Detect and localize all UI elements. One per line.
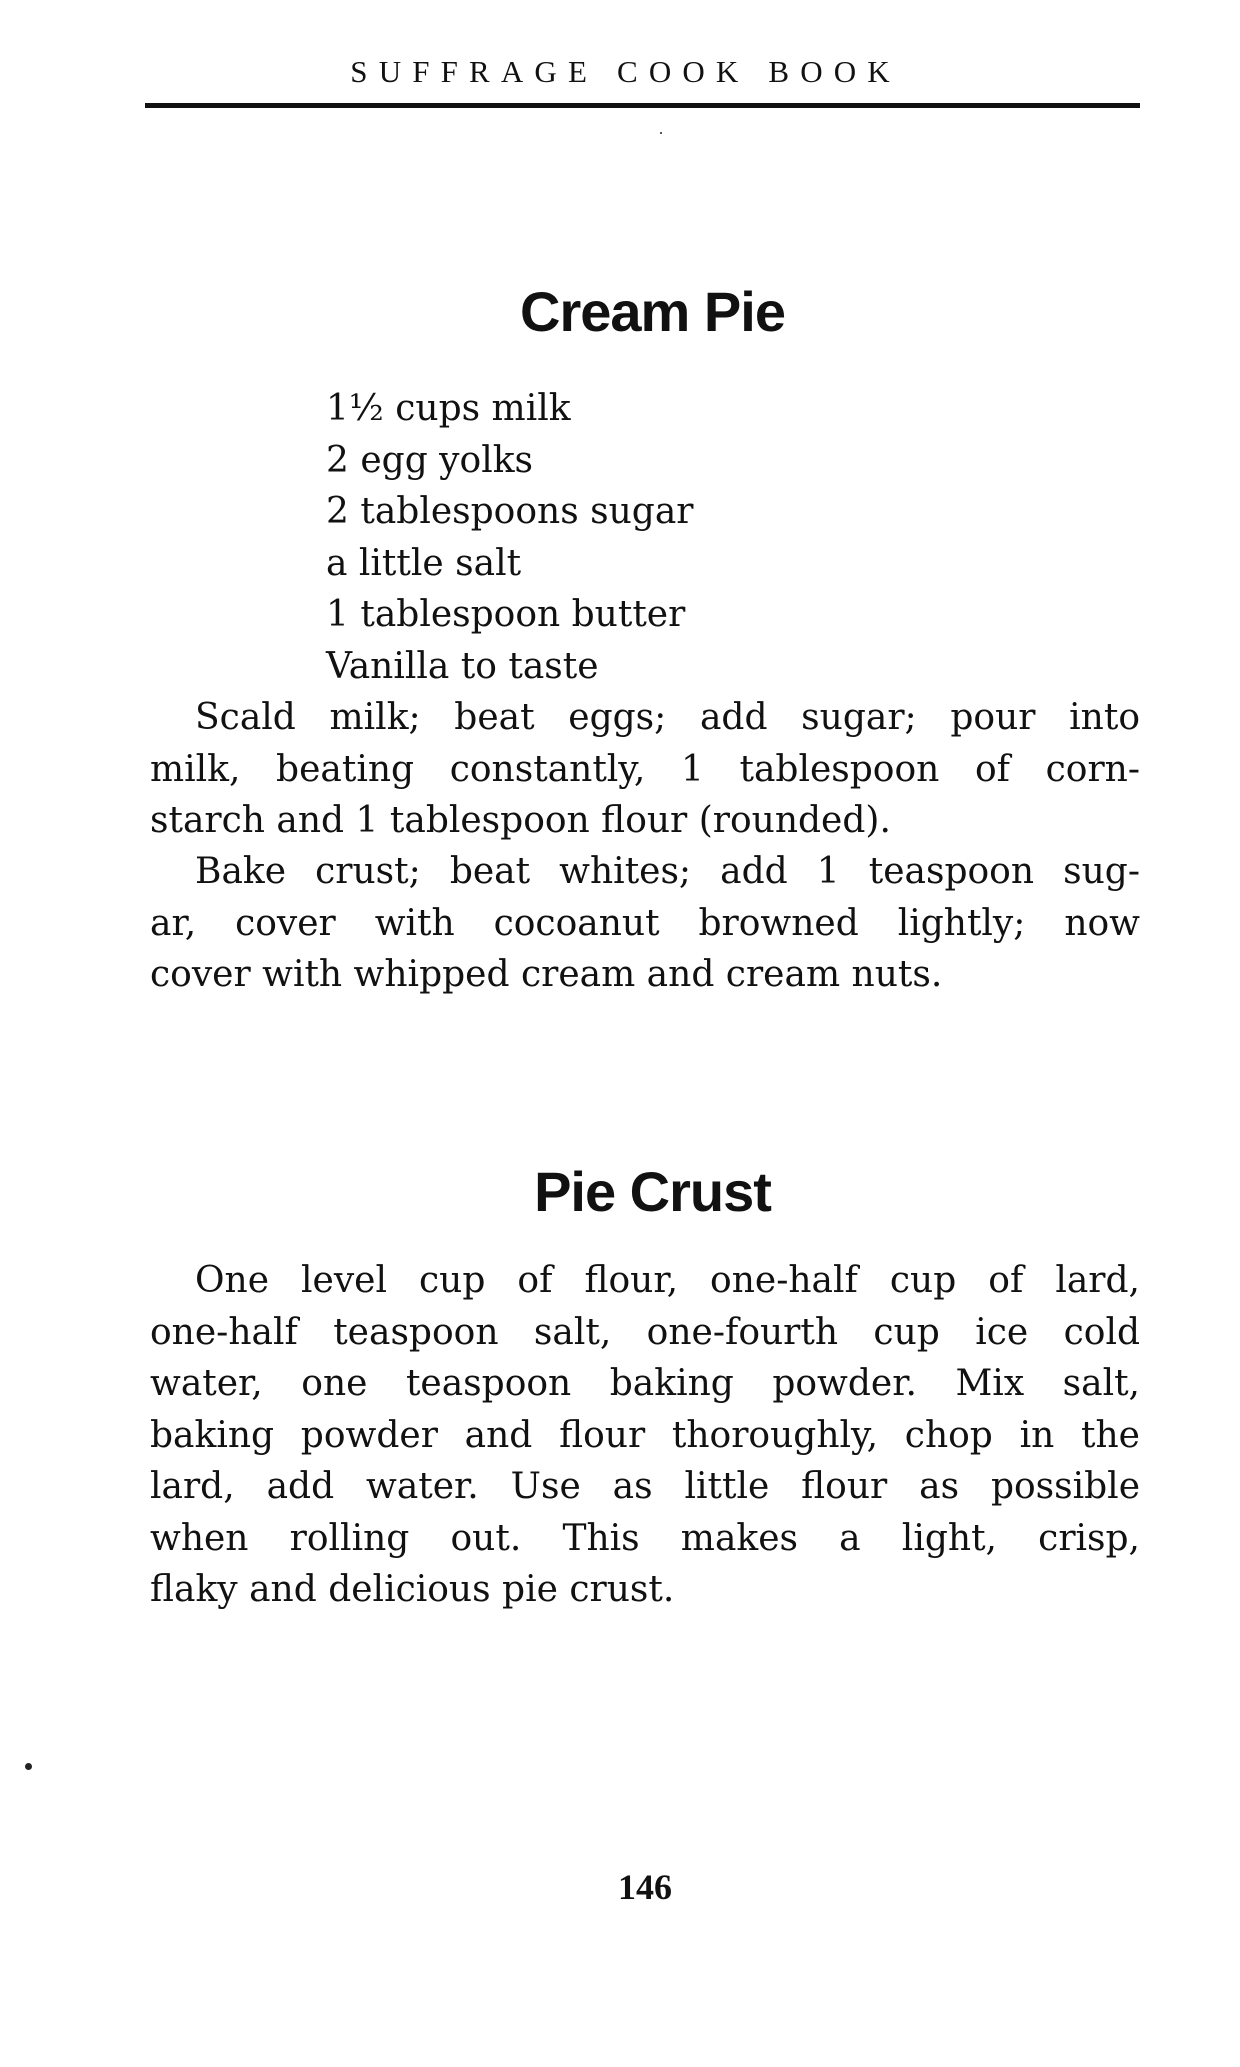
text-line: milk, beating constantly, 1 tablespoon of corn-: [150, 748, 1140, 790]
text-line: lard, add water. Use as little flour as possible: [150, 1466, 1140, 1507]
text-line: One level cup of flour, one-half cup of lard,: [195, 1260, 1140, 1301]
text-line: flaky and delicious pie crust.: [150, 1569, 675, 1610]
ingredient-item: 2 tablespoons sugar: [326, 491, 694, 532]
ingredient-item: 1 tablespoon butter: [326, 594, 686, 635]
ingredient-item: 1½ cups milk: [326, 388, 571, 429]
ingredient-item: Vanilla to taste: [326, 645, 599, 687]
recipe-title-pie-crust: Pie Crust: [534, 1160, 771, 1223]
method-paragraph: [150, 692, 1140, 847]
running-head: SUFFRAGE COOK BOOK: [350, 54, 901, 89]
method-paragraph: [150, 846, 1140, 1001]
text-line: ar, cover with cocoanut browned lightly; now: [150, 902, 1140, 944]
text-line: Bake crust; beat whites; add 1 teaspoon sug-: [195, 851, 1140, 892]
method-paragraph: [150, 1255, 1140, 1616]
text-line: water, one teaspoon baking powder. Mix salt,: [150, 1363, 1140, 1404]
ingredient-item: a little salt: [326, 542, 522, 584]
ingredient-list: [326, 383, 694, 692]
text-line: starch and 1 tablespoon flour (rounded).: [150, 800, 891, 841]
print-speck: [660, 132, 662, 134]
header-rule: [145, 103, 1140, 108]
print-speck: [25, 1763, 32, 1770]
text-line: one-half teaspoon salt, one-fourth cup ice cold: [150, 1311, 1140, 1353]
text-line: cover with whipped cream and cream nuts.: [150, 954, 943, 995]
text-line: baking powder and flour thoroughly, chop in the: [150, 1414, 1140, 1456]
ingredient-item: 2 egg yolks: [326, 439, 533, 481]
recipe-title-cream-pie: Cream Pie: [520, 280, 785, 343]
text-line: Scald milk; beat eggs; add sugar; pour into: [195, 697, 1140, 738]
page-number: 146: [618, 1867, 672, 1907]
text-line: when rolling out. This makes a light, crisp,: [150, 1517, 1140, 1559]
